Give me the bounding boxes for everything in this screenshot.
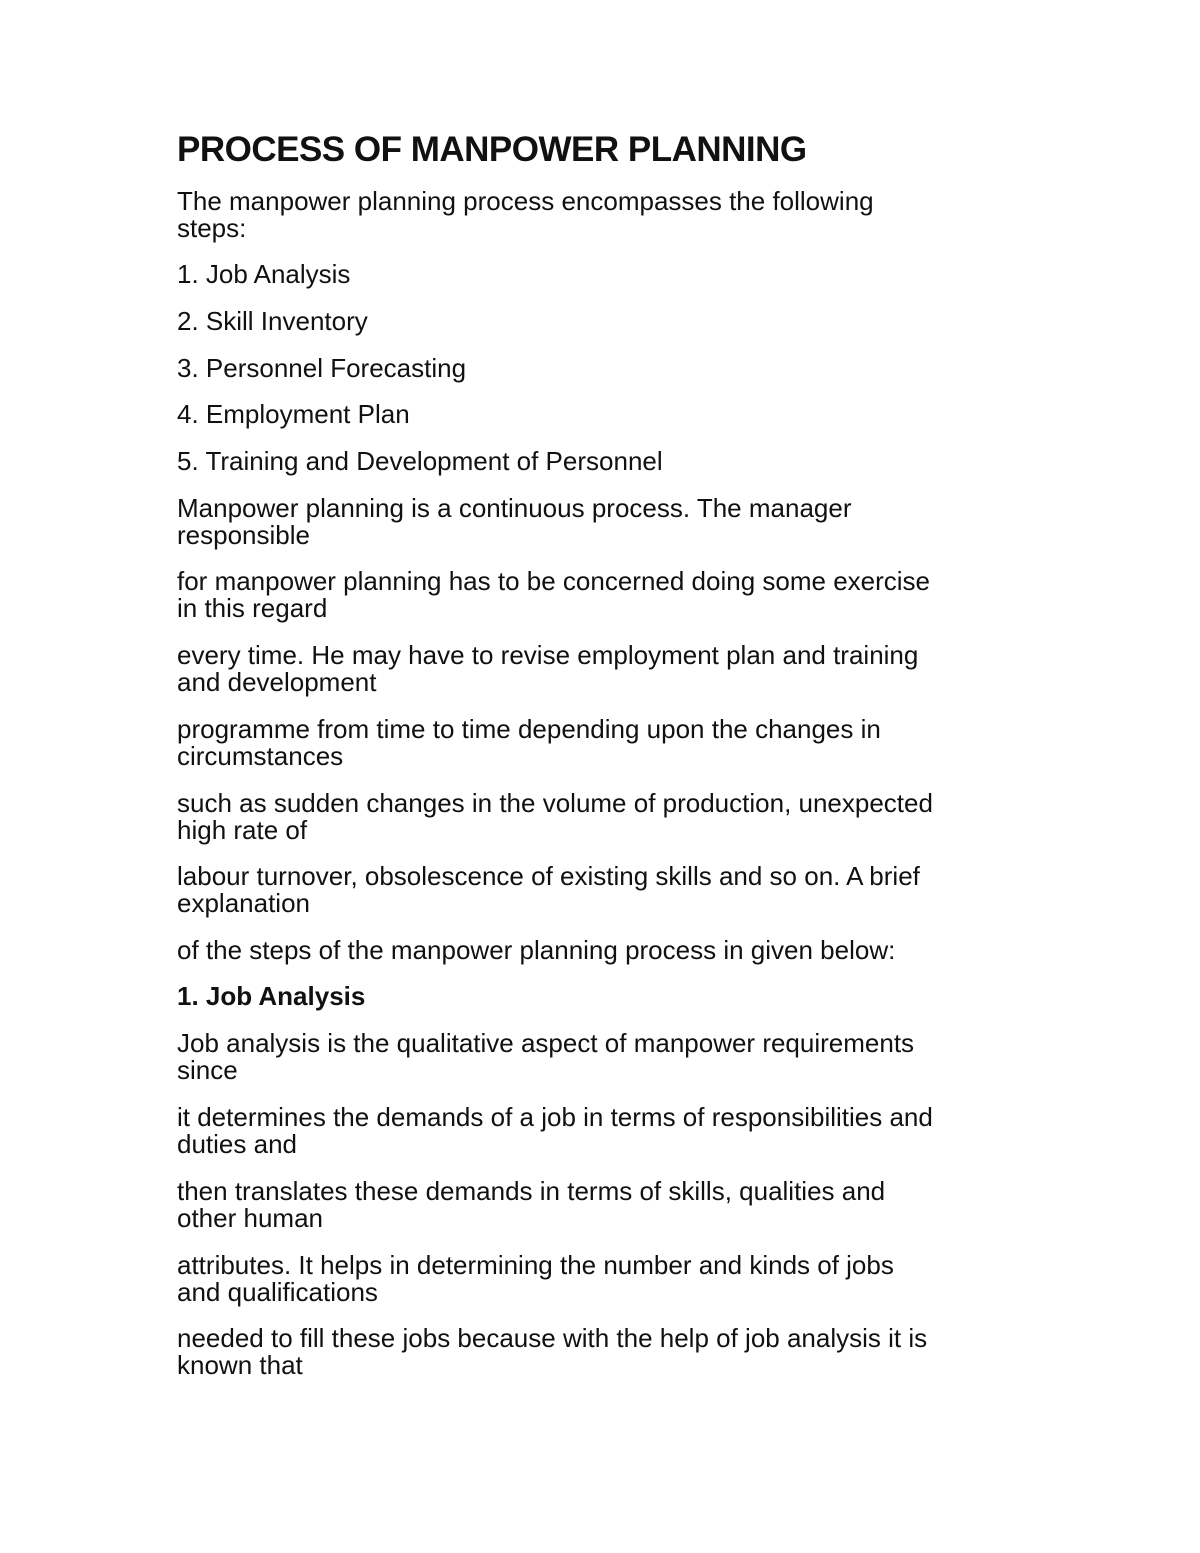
page-title: PROCESS OF MANPOWER PLANNING <box>177 130 807 169</box>
paragraph-line: attributes. It helps in determining the number and kinds of jobs <box>177 1250 894 1280</box>
paragraph-line: then translates these demands in terms of skills, qualities and <box>177 1176 886 1206</box>
paragraph-line: labour turnover, obsolescence of existing skills and so on. A brief <box>177 861 920 891</box>
step-item-4: 4. Employment Plan <box>177 399 410 429</box>
paragraph-line: and qualifications <box>177 1277 378 1307</box>
paragraph-line: needed to fill these jobs because with the help of job analysis it is <box>177 1323 928 1353</box>
body-paragraph <box>177 937 1037 964</box>
job-analysis-paragraph <box>177 1252 1037 1306</box>
step-item-1: 1. Job Analysis <box>177 259 351 289</box>
job-analysis-paragraph <box>177 1325 1037 1379</box>
paragraph-line: explanation <box>177 888 310 918</box>
paragraph-line: of the steps of the manpower planning process in given below: <box>177 935 896 965</box>
paragraph-line: for manpower planning has to be concerned doing some exercise <box>177 566 931 596</box>
body-paragraph <box>177 716 1037 770</box>
paragraph-line: circumstances <box>177 741 344 771</box>
job-analysis-paragraph <box>177 1030 1037 1084</box>
paragraph-line: high rate of <box>177 815 308 845</box>
paragraph-line: duties and <box>177 1129 297 1159</box>
body-paragraph <box>177 790 1037 844</box>
body-paragraph <box>177 642 1037 696</box>
intro-paragraph <box>177 188 1037 242</box>
step-item-5: 5. Training and Development of Personnel <box>177 446 663 476</box>
paragraph-line: every time. He may have to revise employment plan and training <box>177 640 919 670</box>
paragraph-line: and development <box>177 667 377 697</box>
paragraph-line: responsible <box>177 520 310 550</box>
paragraph-line: other human <box>177 1203 323 1233</box>
body-paragraph <box>177 568 1037 622</box>
job-analysis-paragraph <box>177 1104 1037 1158</box>
step-item-2: 2. Skill Inventory <box>177 306 368 336</box>
body-paragraph <box>177 863 1037 917</box>
paragraph-line: in this regard <box>177 593 328 623</box>
section-heading: 1. Job Analysis <box>177 981 366 1011</box>
paragraph-line: known that <box>177 1350 303 1380</box>
paragraph-line: it determines the demands of a job in terms of responsibilities and <box>177 1102 933 1132</box>
paragraph-line: Job analysis is the qualitative aspect of manpower requirements <box>177 1028 915 1058</box>
intro-line-2: steps: <box>177 213 247 243</box>
intro-line-1: The manpower planning process encompasses the following <box>177 186 874 216</box>
step-item-3: 3. Personnel Forecasting <box>177 353 467 383</box>
paragraph-line: such as sudden changes in the volume of production, unexpected <box>177 788 933 818</box>
paragraph-line: since <box>177 1055 238 1085</box>
body-paragraph <box>177 495 1037 549</box>
job-analysis-paragraph <box>177 1178 1037 1232</box>
paragraph-line: Manpower planning is a continuous process. The manager <box>177 493 852 523</box>
paragraph-line: programme from time to time depending upon the changes in <box>177 714 881 744</box>
